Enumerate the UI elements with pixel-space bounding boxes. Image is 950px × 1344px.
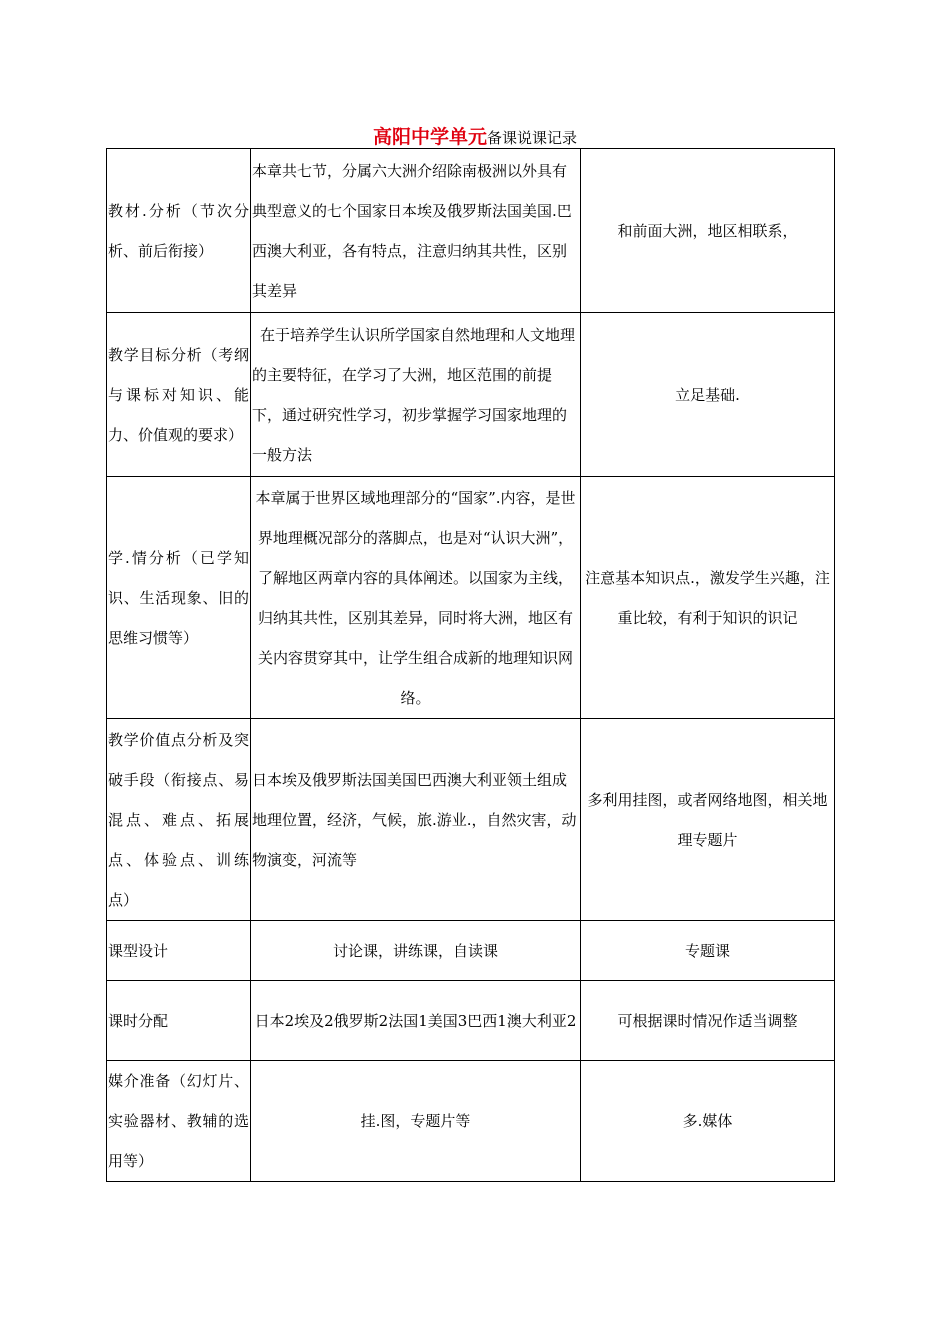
row-label: 媒介准备（幻灯片、实验器材、教辅的选用等） bbox=[107, 1061, 251, 1182]
table-row-textbook-analysis bbox=[107, 149, 835, 313]
row-content: 本章属于世界区域地理部分的“国家”.内容，是世界地理概况部分的落脚点，也是对“认识大洲”，了解地区两章内容的具体阐述。以国家为主线，归纳其共性，区别其差异，同时将大洲，地区有关内容贯穿其中，让学生组合成新的地理知识网络。 bbox=[251, 477, 581, 719]
table-row-media-preparation bbox=[107, 1061, 835, 1182]
row-note: 可根据课时情况作适当调整 bbox=[581, 981, 835, 1061]
row-content: 日本埃及俄罗斯法国美国巴西澳大利亚领土组成地理位置，经济，气候，旅.游业.，自然灾害，动物演变，河流等 bbox=[251, 719, 581, 921]
row-note: 和前面大洲，地区相联系， bbox=[581, 149, 835, 313]
row-content: 挂.图，专题片等 bbox=[251, 1061, 581, 1182]
table-row-value-points bbox=[107, 719, 835, 921]
row-label: 教学价值点分析及突破手段（衔接点、易混点、难点、拓展点、体验点、训练点） bbox=[107, 719, 251, 921]
row-label: 课时分配 bbox=[107, 981, 251, 1061]
table-row-teaching-goals bbox=[107, 313, 835, 477]
row-note: 多利用挂图，或者网络地图，相关地理专题片 bbox=[581, 719, 835, 921]
row-label: 教学目标分析（考纲与课标对知识、能力、价值观的要求） bbox=[107, 313, 251, 477]
row-note: 专题课 bbox=[581, 921, 835, 981]
table-row-learner-analysis bbox=[107, 477, 835, 719]
row-note: 多.媒体 bbox=[581, 1061, 835, 1182]
page-title bbox=[0, 124, 950, 151]
row-content: 讨论课，讲练课，自读课 bbox=[251, 921, 581, 981]
title-school-name: 高阳中学单元 bbox=[372, 126, 487, 148]
lesson-record-table bbox=[106, 148, 835, 1182]
row-content: 本章共七节，分属六大洲介绍除南极洲以外具有典型意义的七个国家日本埃及俄罗斯法国美国.巴西澳大利亚，各有特点，注意归纳其共性，区别其差异 bbox=[251, 149, 581, 313]
row-content: 日本2埃及2俄罗斯2法国1美国3巴西1澳大利亚2 bbox=[251, 981, 581, 1061]
row-note: 注意基本知识点.，激发学生兴趣，注重比较，有利于知识的识记 bbox=[581, 477, 835, 719]
title-record-type: 备课说课记录 bbox=[487, 129, 578, 147]
row-label: 课型设计 bbox=[107, 921, 251, 981]
row-note: 立足基础. bbox=[581, 313, 835, 477]
row-label: 教材.分析（节次分析、前后衔接） bbox=[107, 149, 251, 313]
row-label: 学.情分析（已学知识、生活现象、旧的思维习惯等） bbox=[107, 477, 251, 719]
row-content: 在于培养学生认识所学国家自然地理和人文地理的主要特征，在学习了大洲，地区范围的前提下，通过研究性学习，初步掌握学习国家地理的一般方法 bbox=[251, 313, 581, 477]
table-row-lesson-type bbox=[107, 921, 835, 981]
table-row-period-allocation bbox=[107, 981, 835, 1061]
